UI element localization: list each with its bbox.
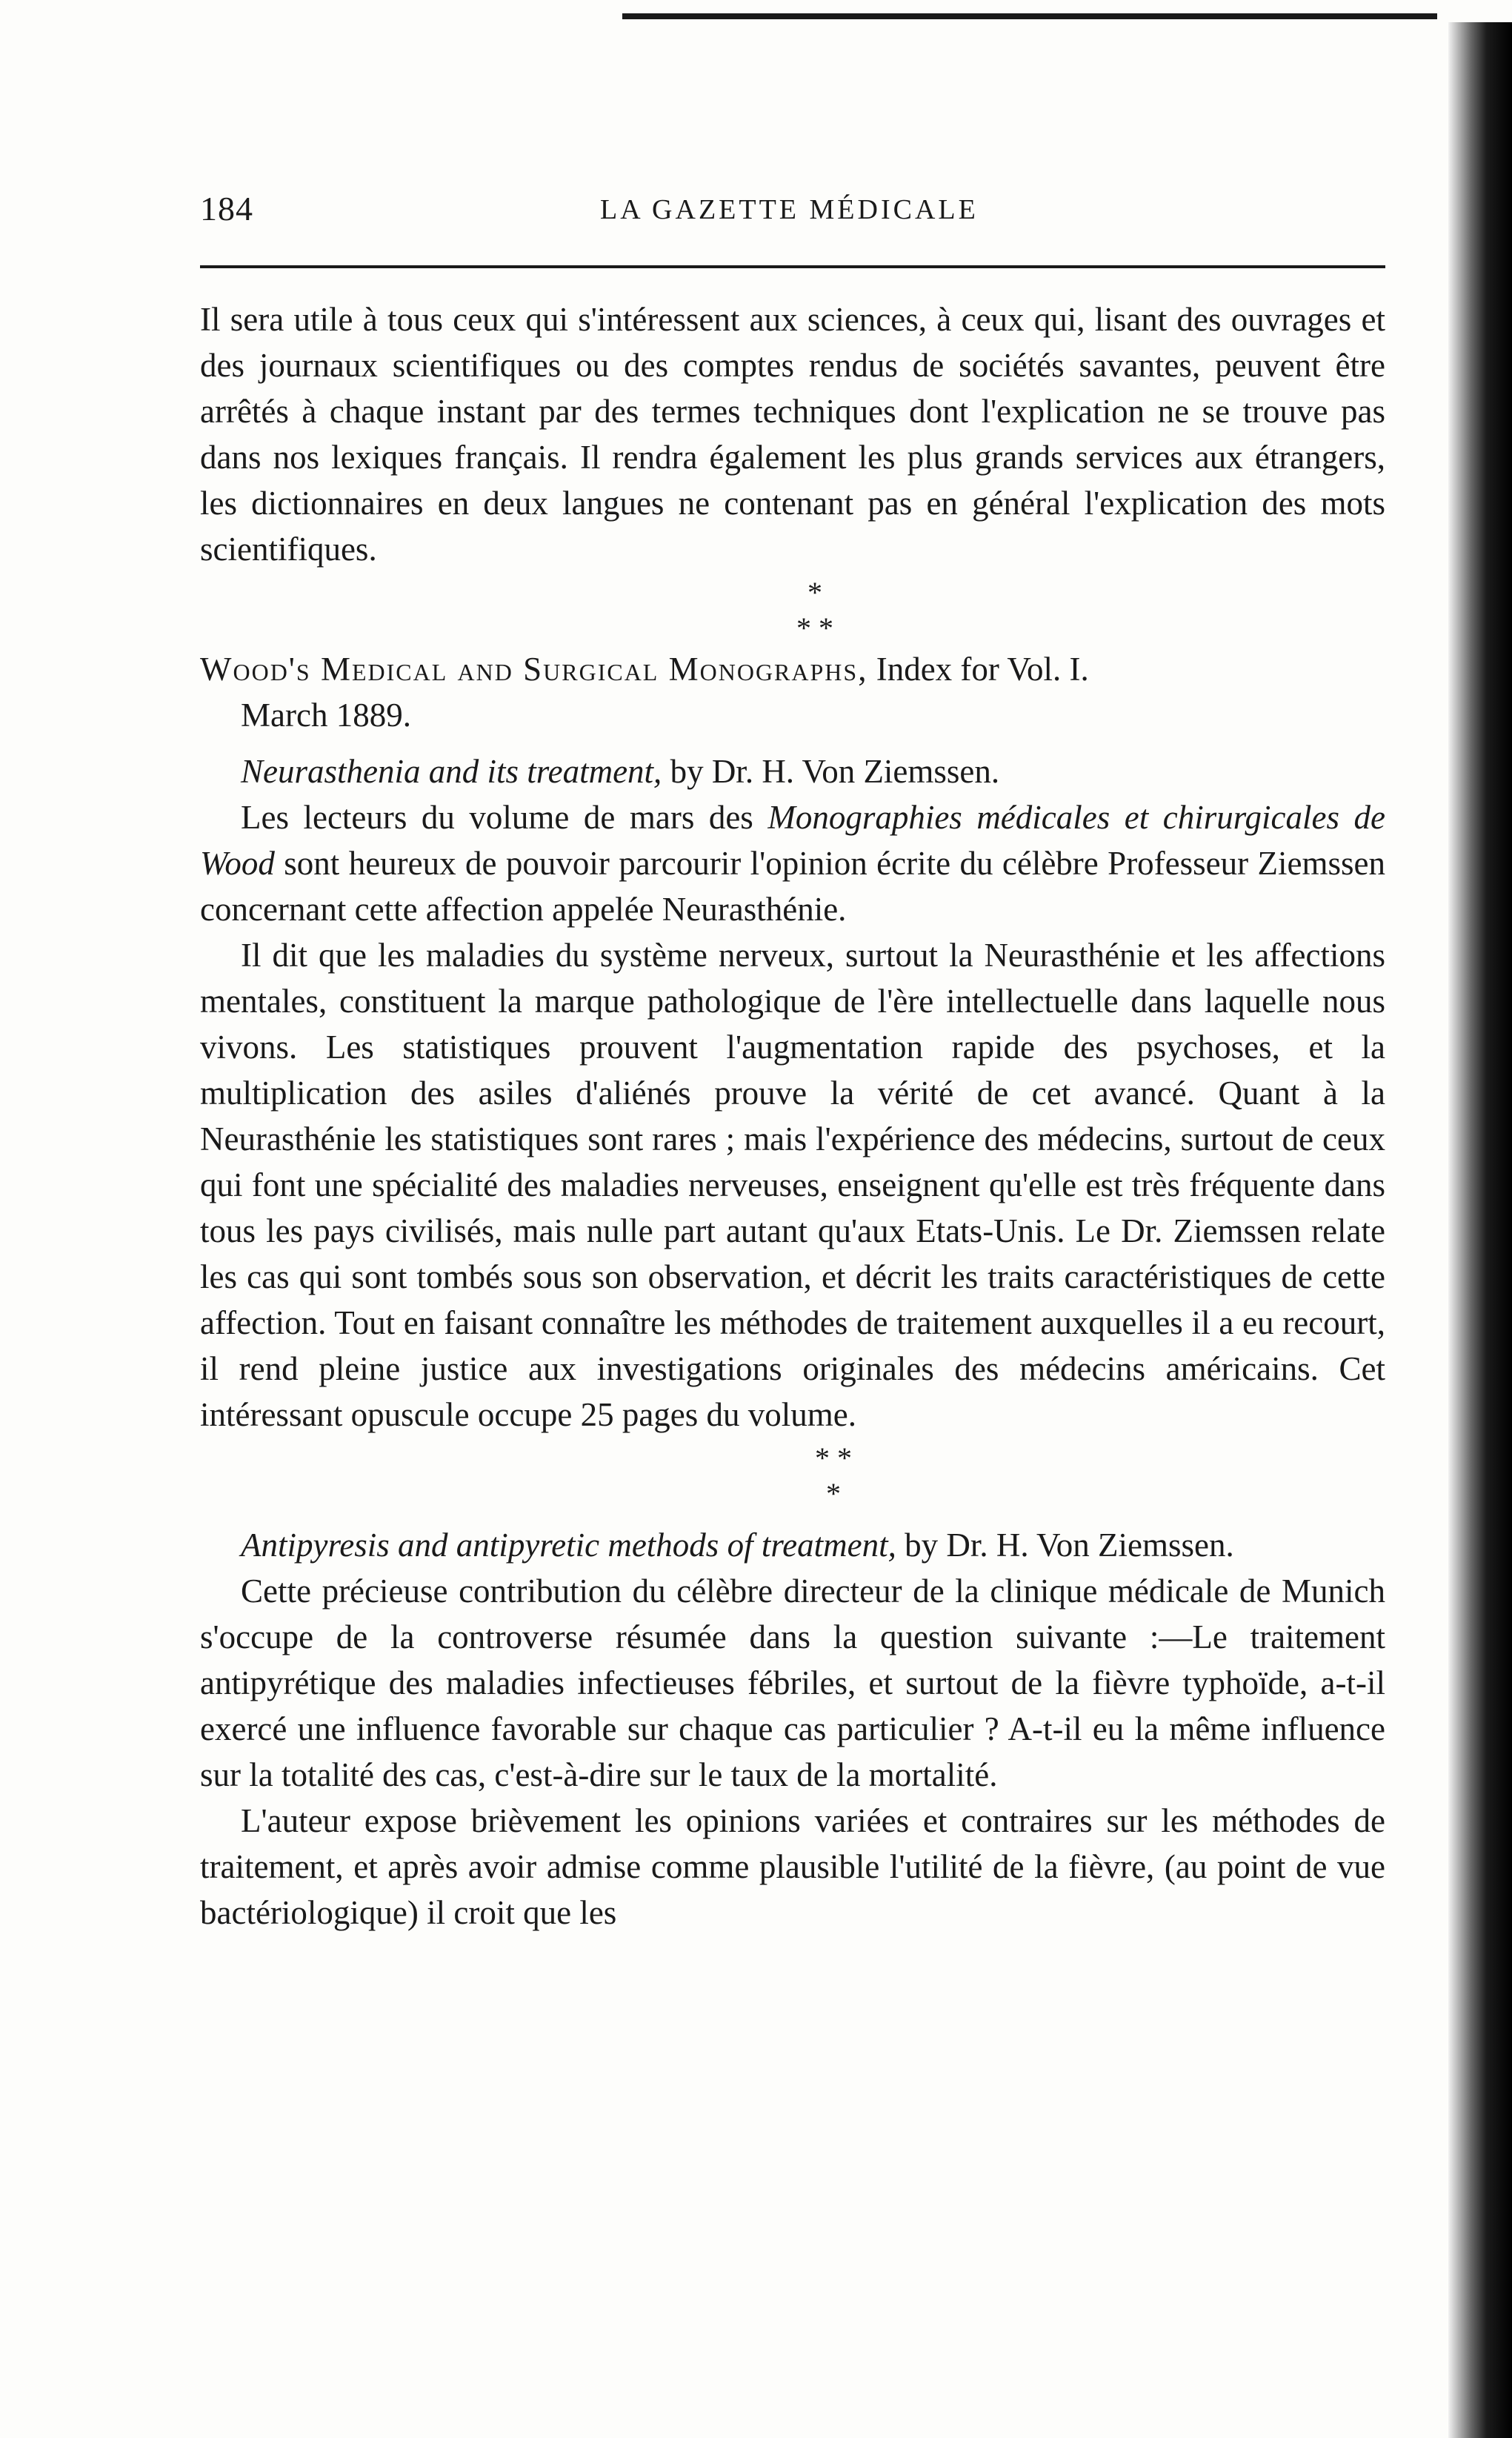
review-1-title-journal: Wood's Medical and Surgical Monographs,	[200, 651, 868, 688]
review-1-p1-italic: Monographies médicales et chirurgicales de Wood	[200, 799, 1385, 882]
review-1-date: March 1889.	[241, 697, 411, 734]
review-1-paragraph-1	[200, 794, 1385, 932]
top-edge-rule	[622, 13, 1437, 19]
review-1-p1-start: Les lecteurs du volume de mars des	[241, 799, 768, 836]
page-edge-shadow	[1448, 22, 1512, 2438]
separator-2-line-1: * *	[815, 1441, 852, 1475]
review-2-subject-title: Antipyresis and antipyretic methods of treatment,	[241, 1527, 896, 1564]
spacer	[200, 738, 1385, 748]
review-1-title	[200, 646, 1385, 692]
review-2-paragraph-1: Cette précieuse contribution du célèbre directeur de la clinique médicale de Munich s'occupe de la controverse résumée dans la question suivante :—Le traitement antipyrétique des maladies infectieuses fébriles, et surtout de la fièvre typhoïde, a-t-il exercé une influence favorable sur chaque cas particulier ? A-t-il eu la même influence sur la totalité des cas, c'est-à-dire sur le taux de la mortalité.	[200, 1572, 1385, 1793]
spacer	[200, 1512, 1385, 1522]
section-separator-1	[200, 575, 1385, 646]
review-2-subject	[200, 1522, 1385, 1568]
review-1-title-index: Index for Vol. I.	[867, 651, 1089, 688]
page-number: 184	[200, 190, 253, 227]
separator-1-line-1: *	[807, 576, 822, 609]
page-header	[200, 189, 1378, 241]
review-2-paragraph-2: L'auteur expose brièvement les opinions variées et contraires sur les méthodes de traitement, et après avoir admise comme plausible l'utilité de la fièvre, (au point de vue bactériologique) il croit que les	[200, 1802, 1385, 1931]
review-1-paragraph-2: Il dit que les maladies du système nerveux, surtout la Neurasthénie et les affections mentales, constituent la marque pathologique de l'ère intellectuelle dans laquelle nous vivons. Les statistiques prouvent l'augmentation rapide des psychoses, et la multiplication des asiles d'aliénés prouve la vérité de cet avancé. Quant à la Neurasthénie les statistiques sont rares ; mais l'expérience des médecins, surtout de ceux qui font une spécialité des maladies nerveuses, enseignent qu'elle est très fréquente dans tous les pays civilisés, mais nulle part autant qu'aux Etats-Unis. Le Dr. Ziemssen relate les cas qui sont tombés sous son observation, et décrit les traits caractéristiques de cette affection. Tout en faisant connaître les méthodes de traitement auxquelles il a eu recourt, il rend pleine justice aux investigations originales des médecins américains. Cet intéressant opuscule occupe 25 pages du volume.	[200, 937, 1385, 1433]
review-1-p1-end: sont heureux de pouvoir parcourir l'opinion écrite du célèbre Professeur Ziemssen concernant cette affection appelée Neurasthénie.	[200, 845, 1385, 928]
intro-paragraph: Il sera utile à tous ceux qui s'intéressent aux sciences, à ceux qui, lisant des ouvrages et des journaux scientifiques ou des comptes rendus de sociétés savantes, peuvent être arrêtés à chaque instant par des termes techniques dont l'explication ne se trouve pas dans nos lexiques français. Il rendra également les plus grands services aux étrangers, les dictionnaires en deux langues ne contenant pas en général l'explication des mots scientifiques.	[200, 301, 1385, 568]
running-head: LA GAZETTE MÉDICALE	[600, 194, 979, 225]
separator-1-line-2: * *	[796, 611, 833, 645]
review-1-subject-author: by Dr. H. Von Ziemssen.	[662, 753, 1000, 790]
review-1-subject	[200, 748, 1385, 794]
separator-2-line-2: *	[826, 1477, 841, 1510]
review-2-subject-author: by Dr. H. Von Ziemssen.	[896, 1527, 1234, 1564]
page-body	[200, 296, 1385, 1936]
review-1-subject-title: Neurasthenia and its treatment,	[241, 753, 662, 790]
section-separator-2	[200, 1441, 1385, 1512]
header-rule	[200, 265, 1385, 268]
